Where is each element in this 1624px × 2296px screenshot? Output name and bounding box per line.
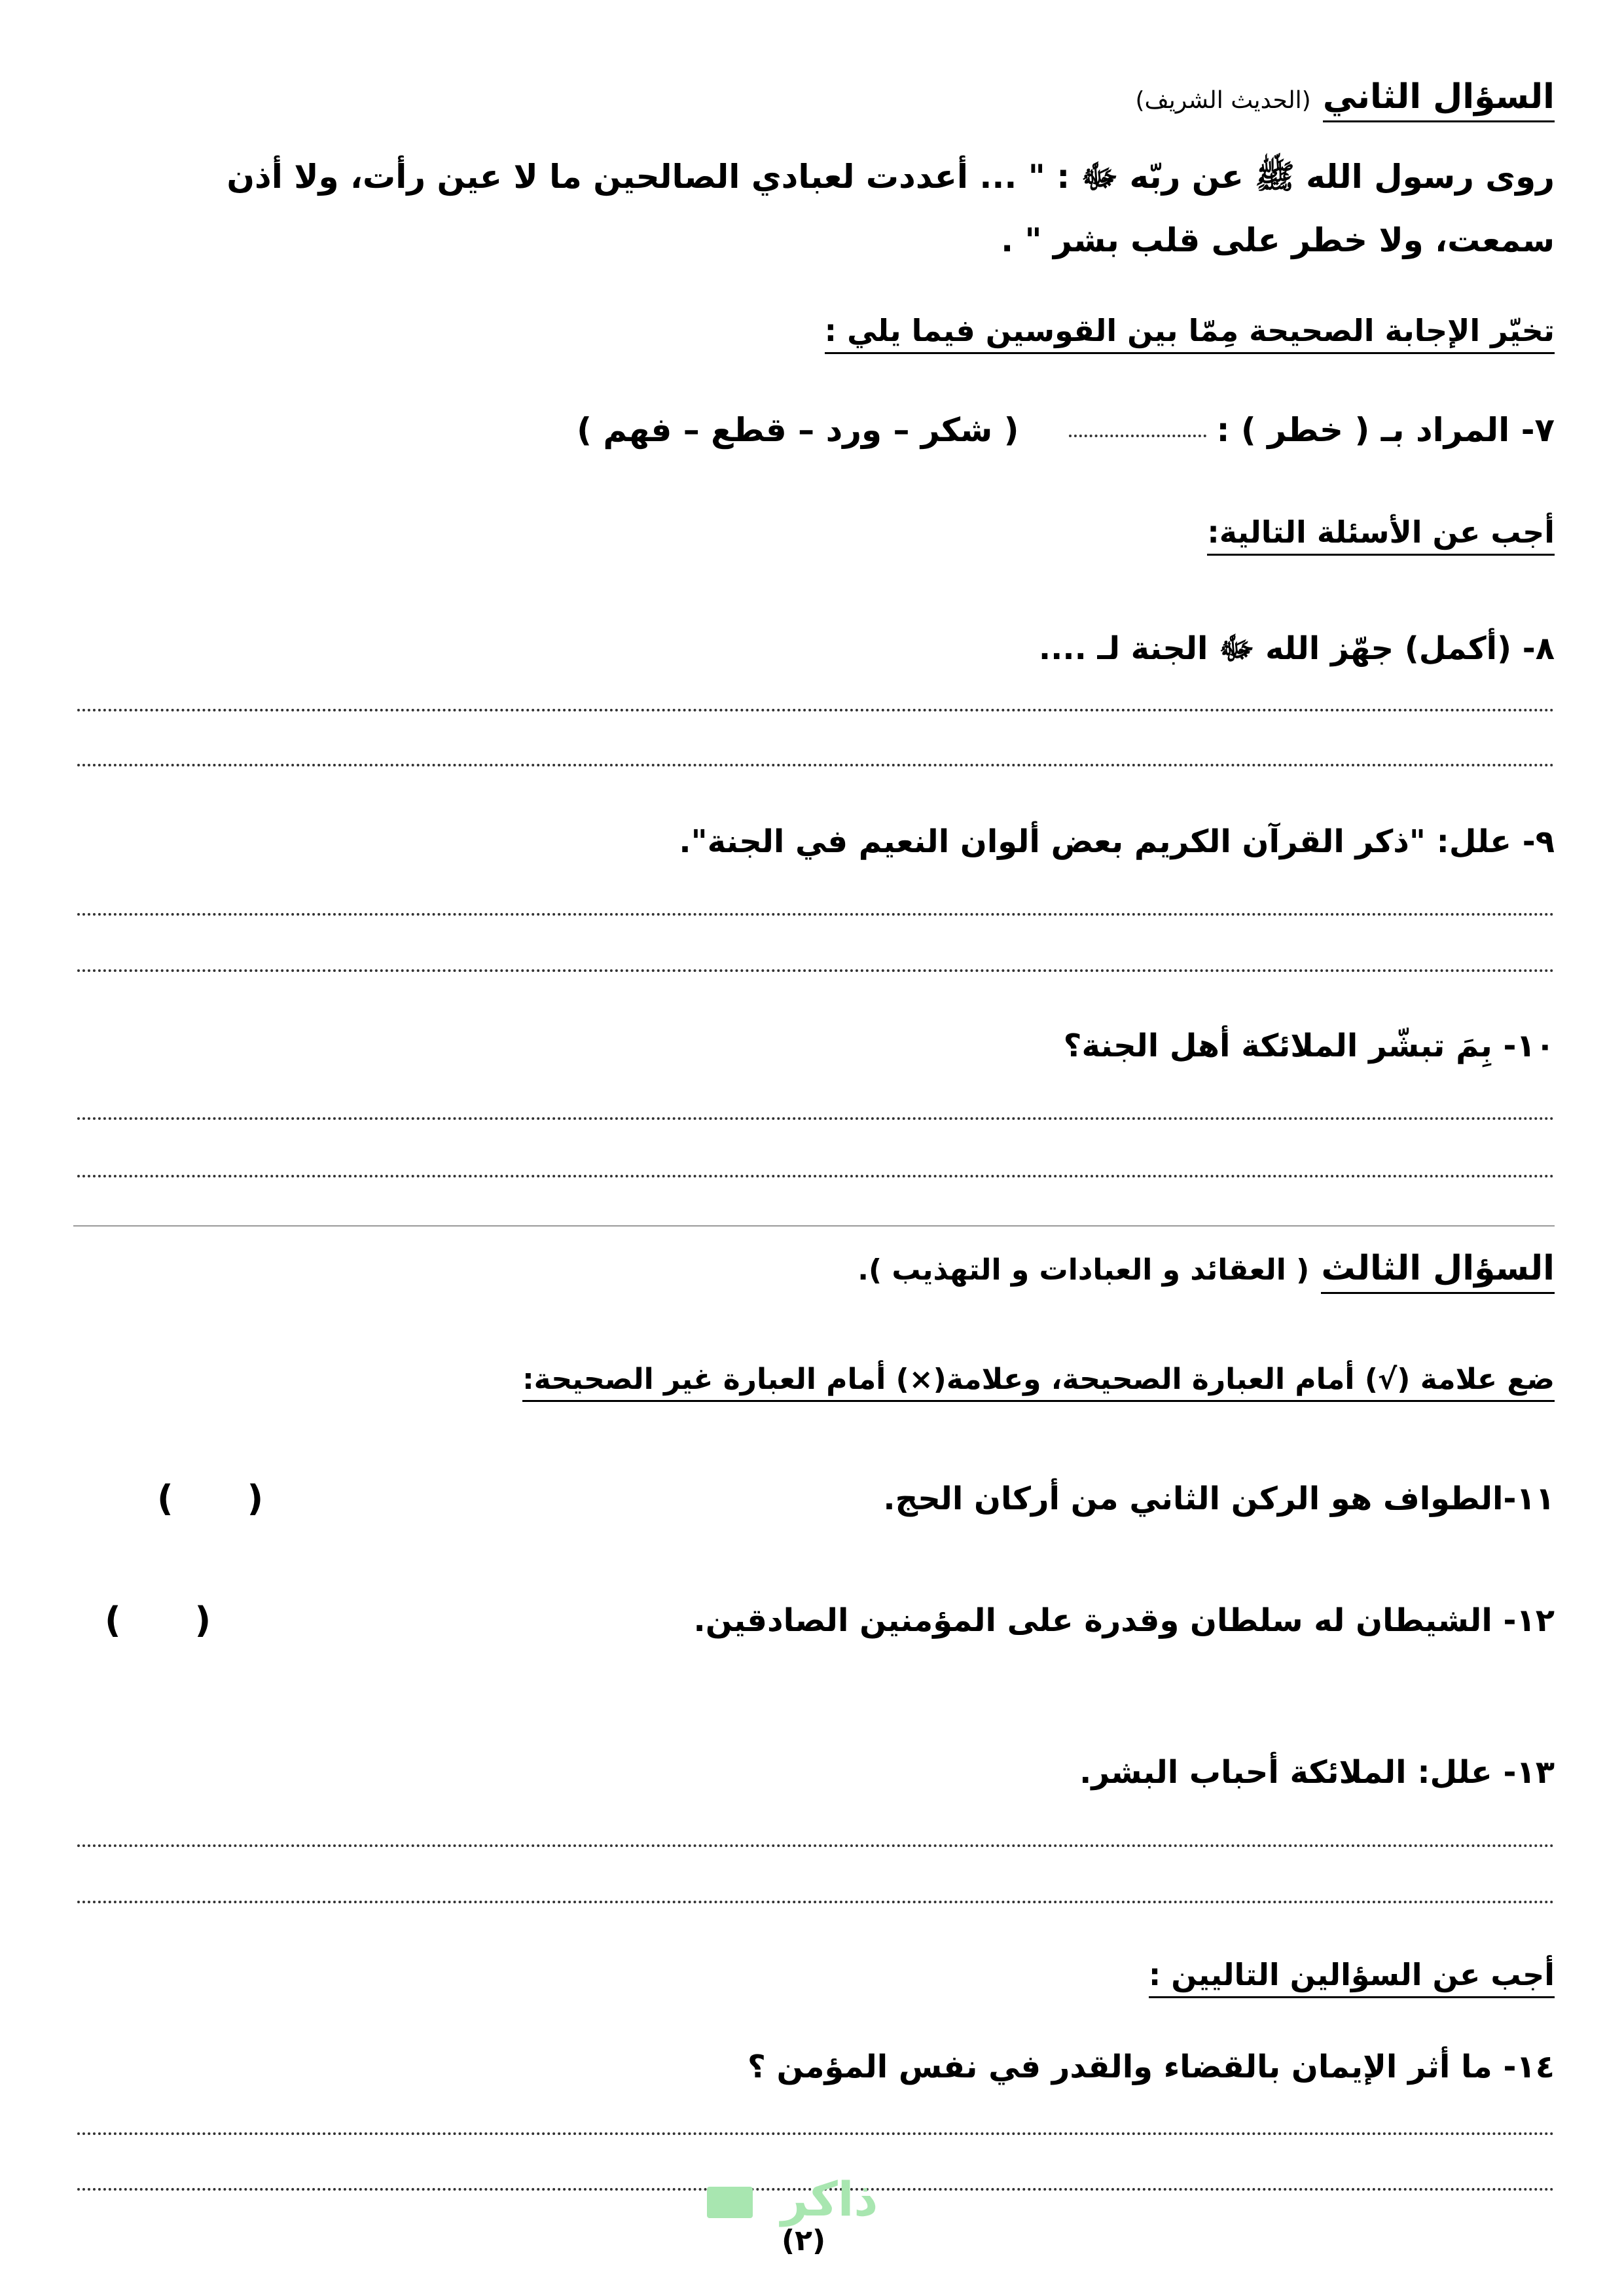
mark-instruction bbox=[522, 1363, 1555, 1396]
q11-text: ١١-الطواف هو الركن الثاني من أركان الحج. bbox=[883, 1480, 1555, 1517]
q3-heading bbox=[857, 1249, 1555, 1288]
q11-answer-box[interactable]: ( ) bbox=[157, 1478, 264, 1519]
watermark-logo bbox=[707, 2172, 878, 2227]
answer-instruction bbox=[1207, 514, 1555, 550]
q14-text: ١٤- ما أثر الإيمان بالقضاء والقدر في نفس المؤمن ؟ bbox=[748, 2049, 1555, 2085]
q8-answer-line-1[interactable] bbox=[77, 709, 1555, 711]
q12-text: ١٢- الشيطان له سلطان وقدرة على المؤمنين الصادقين. bbox=[693, 1602, 1555, 1639]
q2-title: السؤال الثاني bbox=[1323, 77, 1555, 122]
q9-answer-line-2[interactable] bbox=[77, 969, 1555, 972]
q7-options: ( شكر – ورد – قطع – فهم ) bbox=[577, 411, 1019, 449]
q10-answer-line-2[interactable] bbox=[77, 1175, 1555, 1177]
book-icon bbox=[707, 2187, 753, 2218]
q2-heading bbox=[1135, 77, 1555, 117]
section-divider bbox=[73, 1225, 1555, 1227]
hadith-line-2: سمعت، ولا خطر على قلب بشر " . bbox=[1001, 221, 1555, 259]
q7-line bbox=[577, 411, 1555, 449]
q3-title: السؤال الثالث bbox=[1321, 1249, 1555, 1294]
q12-answer-box[interactable]: ( ) bbox=[105, 1600, 211, 1641]
q8-answer-line-2[interactable] bbox=[77, 764, 1555, 766]
q13-answer-line-1[interactable] bbox=[77, 1844, 1555, 1847]
q14-answer-line-1[interactable] bbox=[77, 2132, 1555, 2135]
q2-section: (الحديث الشريف) bbox=[1135, 87, 1311, 114]
choose-instruction bbox=[825, 313, 1555, 348]
answer-two-text: أجب عن السؤالين التاليين : bbox=[1149, 1957, 1555, 1998]
page-number: (٢) bbox=[782, 2224, 826, 2257]
watermark-text: ذاكر bbox=[781, 2172, 878, 2227]
q7-label: ٧- المراد بـ ( خطر ) : bbox=[1216, 411, 1555, 449]
q8-text: ٨- (أكمل) جهّز الله ﷻ الجنة لـ .... bbox=[1038, 630, 1555, 667]
answer-instruction-text: أجب عن الأسئلة التالية: bbox=[1207, 514, 1555, 556]
q10-text: ١٠- بِمَ تبشّر الملائكة أهل الجنة؟ bbox=[1063, 1028, 1555, 1064]
hadith-line-1: روى رسول الله ﷺ عن ربّه ﷻ : " ... أعددت لعبادي الصالحين ما لا عين رأت، ولا أذن bbox=[226, 158, 1555, 196]
choose-instruction-text: تخيّر الإجابة الصحيحة مِمّا بين القوسين فيما يلي : bbox=[825, 313, 1555, 354]
q9-text: ٩- علل: "ذكر القرآن الكريم بعض ألوان النعيم في الجنة". bbox=[679, 823, 1555, 860]
mark-instruction-text: ضع علامة (√) أمام العبارة الصحيحة، وعلامة(×) أمام العبارة غير الصحيحة: bbox=[522, 1363, 1555, 1402]
q13-text: ١٣- علل: الملائكة أحباب البشر. bbox=[1079, 1754, 1555, 1791]
answer-two-instruction bbox=[1149, 1957, 1555, 1992]
q10-answer-line-1[interactable] bbox=[77, 1117, 1555, 1120]
q9-answer-line-1[interactable] bbox=[77, 913, 1555, 916]
q13-answer-line-2[interactable] bbox=[77, 1901, 1555, 1903]
q7-answer-blank[interactable] bbox=[1069, 435, 1206, 437]
q3-section: ( العقائد و العبادات و التهذيب ). bbox=[857, 1253, 1310, 1287]
